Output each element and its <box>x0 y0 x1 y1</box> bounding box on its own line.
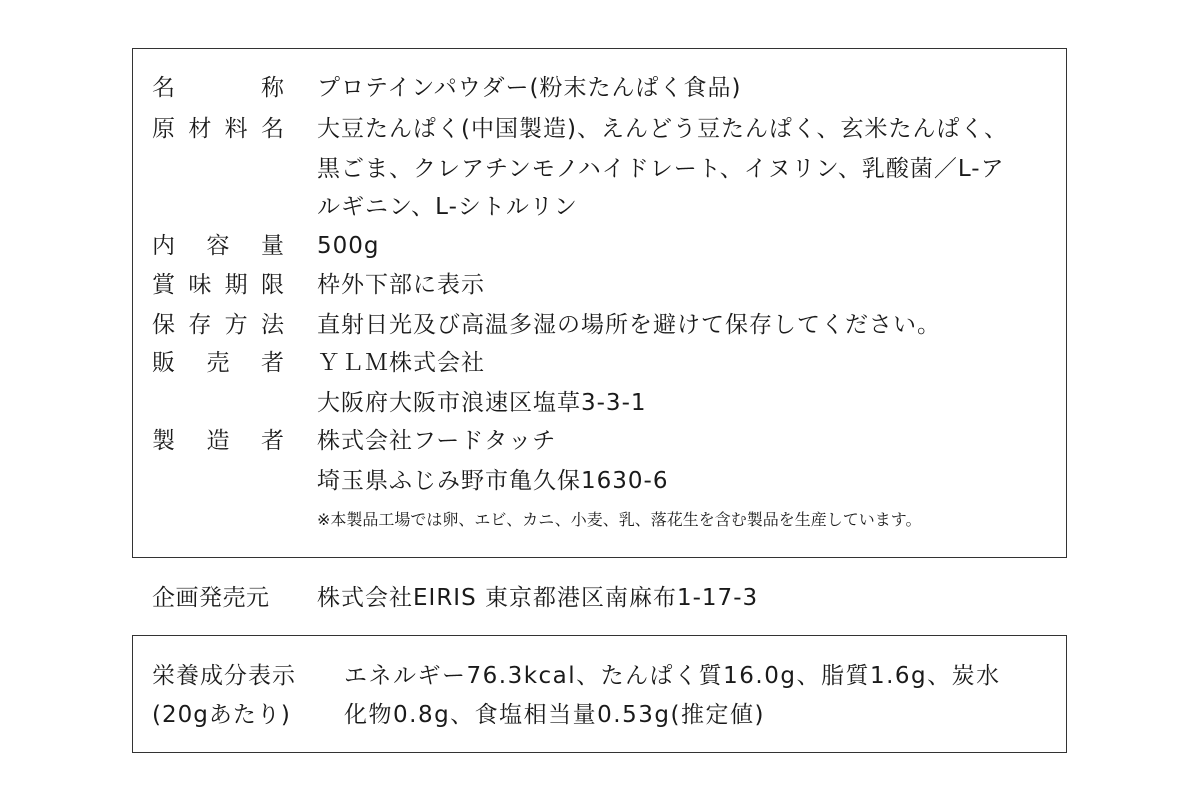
value-storage: 直射日光及び高温多湿の場所を避けて保存してください。 <box>317 312 941 338</box>
label-char: 名 <box>152 75 175 101</box>
label-char: 販 <box>152 350 175 376</box>
label-char: 造 <box>206 428 230 454</box>
value-ingredients-line1: 大豆たんぱく(中国製造)、えんどう豆たんぱく、玄米たんぱく、 <box>317 116 1009 142</box>
label-storage <box>152 305 284 345</box>
label-char: 容 <box>206 233 230 259</box>
label-char: 材 <box>188 116 212 142</box>
value-net-content: 500g <box>317 233 380 259</box>
label-net-content <box>152 226 284 266</box>
label-char: 方 <box>224 312 248 338</box>
label-char: 保 <box>152 312 175 338</box>
label-char: 賞 <box>152 272 175 298</box>
label-ingredients <box>152 109 284 149</box>
value-ingredients-line2: 黒ごま、クレアチンモノハイドレート、イヌリン、乳酸菌／L-ア <box>317 156 1005 182</box>
label-char: 内 <box>152 233 175 259</box>
label-char: 製 <box>152 428 175 454</box>
value-planner: 株式会社EIRIS 東京都港区南麻布1-17-3 <box>317 585 759 611</box>
label-char: 味 <box>188 272 212 298</box>
label-char: 量 <box>261 233 284 259</box>
value-seller-address: 大阪府大阪市浪速区塩草3-3-1 <box>317 390 647 416</box>
value-nutrition-line2: 化物0.8g、食塩相当量0.53g(推定値) <box>344 702 765 728</box>
label-char: 存 <box>188 312 212 338</box>
value-manufacturer-name: 株式会社フードタッチ <box>317 428 557 454</box>
label-char: 名 <box>260 116 284 142</box>
label-manufacturer <box>152 421 284 461</box>
label-char: 原 <box>152 116 175 142</box>
label-char: 限 <box>260 272 284 298</box>
label-best-before <box>152 265 284 305</box>
allergen-note: ※本製品工場では卵、エビ、カニ、小麦、乳、落花生を含む製品を生産しています。 <box>317 510 922 529</box>
value-product-name: プロテインパウダー(粉末たんぱく食品) <box>317 75 742 101</box>
value-seller-name: ＹＬＭ株式会社 <box>317 350 485 376</box>
label-char: 称 <box>261 75 284 101</box>
label-char: 者 <box>261 350 284 376</box>
label-char: 者 <box>261 428 284 454</box>
label-nutrition: 栄養成分表示 <box>152 663 296 689</box>
value-manufacturer-address: 埼玉県ふじみ野市亀久保1630-6 <box>317 468 669 494</box>
label-seller <box>152 343 284 383</box>
label-planner: 企画発売元 <box>152 585 270 611</box>
label-char: 期 <box>224 272 248 298</box>
label-product-name <box>152 68 284 108</box>
label-char: 売 <box>206 350 230 376</box>
label-nutrition-basis: (20gあたり) <box>152 702 291 728</box>
value-nutrition-line1: エネルギー76.3kcal、たんぱく質16.0g、脂質1.6g、炭水 <box>344 663 1001 689</box>
value-best-before: 枠外下部に表示 <box>317 272 485 298</box>
value-ingredients-line3: ルギニン、L-シトルリン <box>317 194 578 220</box>
label-char: 法 <box>260 312 284 338</box>
label-char: 料 <box>224 116 248 142</box>
